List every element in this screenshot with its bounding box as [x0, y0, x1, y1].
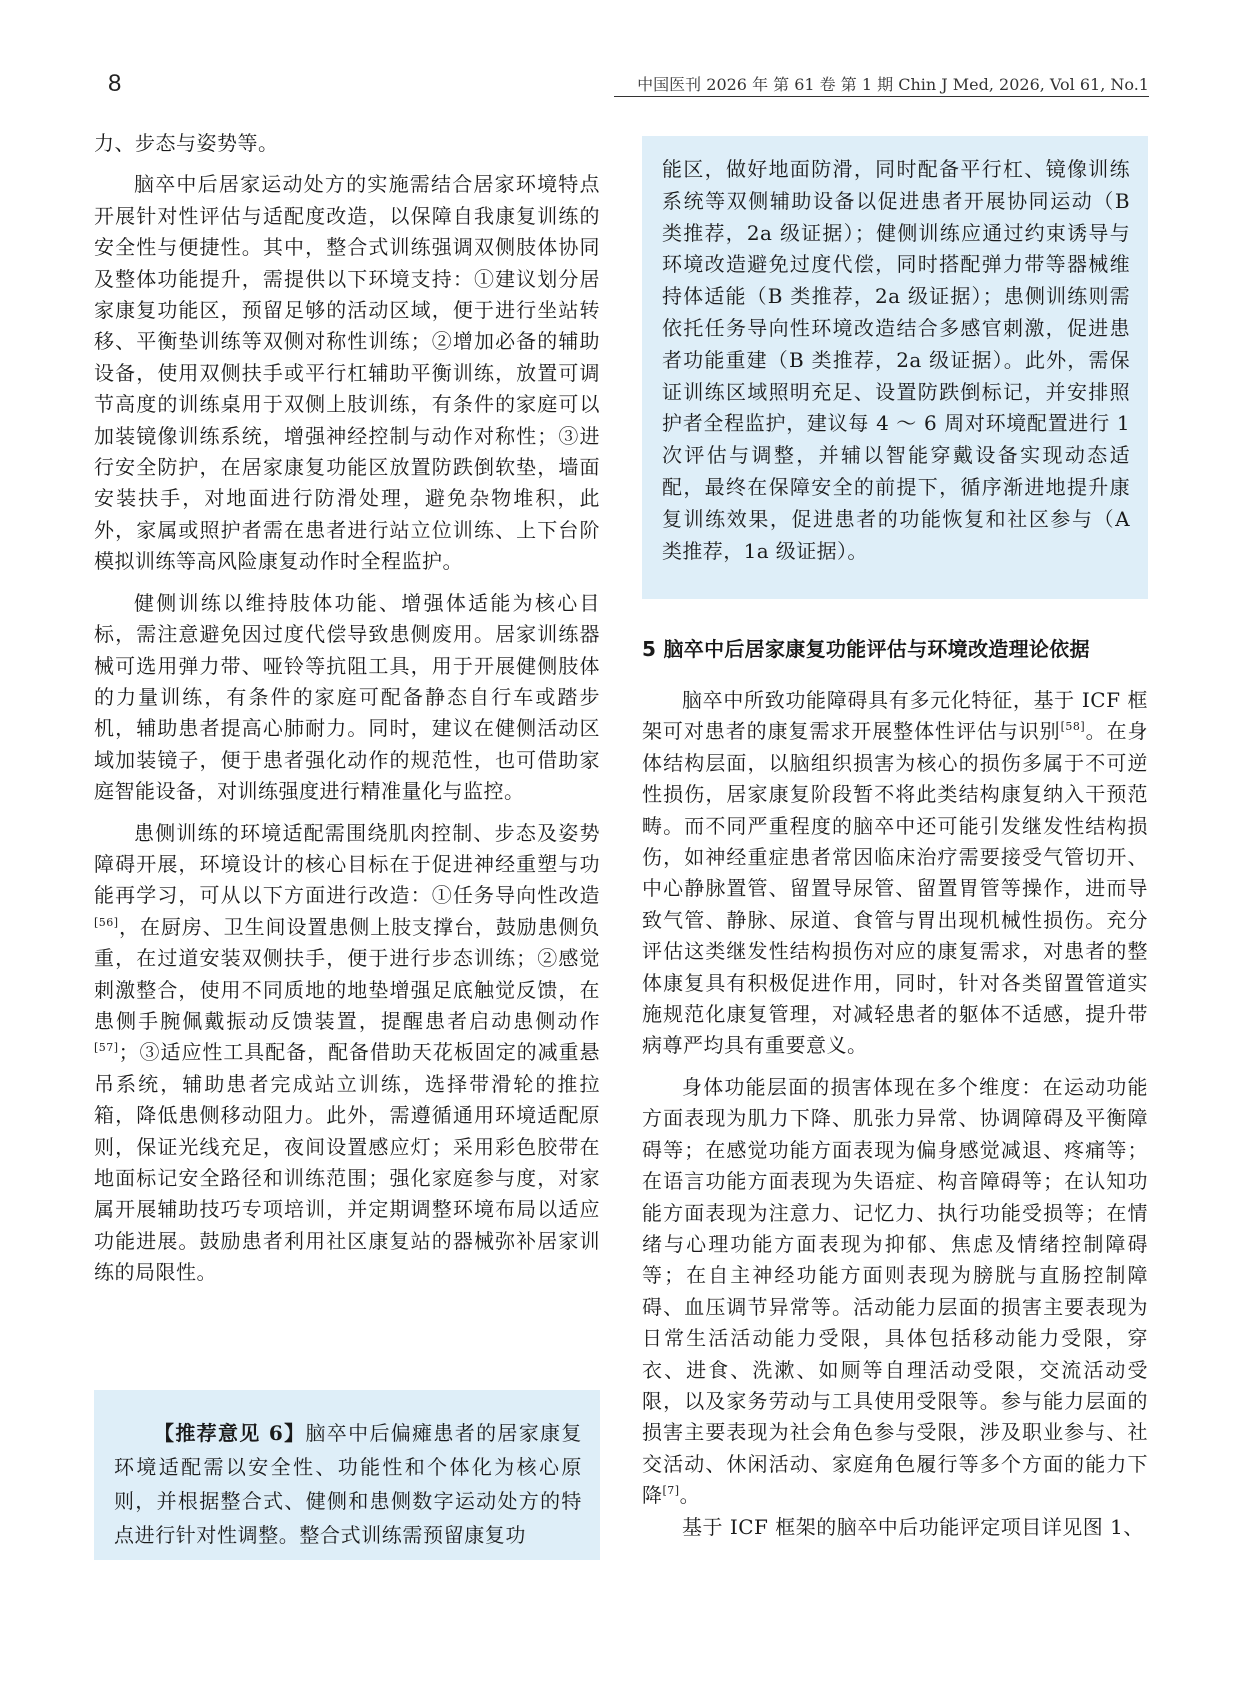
- recommendation-text-left: [114, 1416, 582, 1552]
- section-5-paragraph-1: [642, 685, 1148, 1062]
- left-paragraph-0: 力、步态与姿势等。: [94, 131, 279, 155]
- citation-56: [56]: [94, 915, 119, 929]
- left-column: [94, 128, 600, 1289]
- citation-57: [57]: [94, 1041, 119, 1055]
- left-paragraph-2: 健侧训练以维持肢体功能、增强体适能为核心目标，需注意避免因过度代偿导致患侧废用。居家训练器械可选用弹力带、哑铃等抗阻工具，用于开展健侧肢体的力量训练，有条件的家庭可配备静态自行车或踏步机，辅助患者提高心肺耐力。同时，建议在健侧活动区域加装镜子，便于患者强化动作的规范性，也可借助家庭智能设备，对训练强度进行精准量化与监控。: [94, 590, 600, 804]
- citation-58: [58]: [1060, 720, 1086, 734]
- recommendation-body-left: 脑卒中后偏瘫患者的居家康复环境适配需以安全性、功能性和个体化为核心原则，并根据整合式、健侧和患侧数字运动处方的特点进行针对性调整。整合式训练需预留康复功: [114, 1421, 582, 1547]
- recommendation-label: 【推荐意见 6】: [154, 1421, 306, 1445]
- section-5-paragraph-2: [642, 1072, 1148, 1512]
- section-5-paragraph-1-text-b: 。在身体结构层面，以脑组织损害为核心的损伤多属于不可逆性损伤，居家康复阶段暂不将此类结构康复纳入干预范畴。而不同严重程度的脑卒中还可能引发继发性结构损伤，如神经重症患者常因临床治疗需要接受气管切开、中心静脉置管、留置导尿管、留置胃管等操作，进而导致气管、静脉、尿道、食管与胃出现机械性损伤。充分评估这类继发性结构损伤对应的康复需求，对患者的整体康复具有积极促进作用，同时，针对各类留置管道实施规范化康复管理，对减轻患者的躯体不适感，提升带病尊严均具有重要意义。: [642, 719, 1149, 1058]
- left-paragraph-3-text-a: 患侧训练的环境适配需围绕肌肉控制、步态及姿势障碍开展，环境设计的核心目标在于促进神经重塑与功能再学习，可从以下方面进行改造：①任务导向性改造: [94, 820, 600, 908]
- section-5-paragraph-3: 基于 ICF 框架的脑卒中后功能评定项目详见图 1、: [682, 1514, 1144, 1539]
- recommendation-body-right: 能区，做好地面防滑，同时配备平行杠、镜像训练系统等双侧辅助设备以促进患者开展协同运动（B 类推荐，2a 级证据）；健侧训练应通过约束诱导与环境改造避免过度代偿，同时搭配弹力带等器械维持体适能（B 类推荐，2a 级证据）；患侧训练则需依托任务导向性环境改造结合多感官刺激，促进患者功能重建（B 类推荐，2a 级证据）。此外，需保证训练区域照明充足、设置防跌倒标记，并安排照护者全程监护，建议每 4 ～ 6 周对环境配置进行 1 次评估与调整，并辅以智能穿戴设备实现动态适配，最终在保障安全的前提下，循序渐进地提升康复训练效果，促进患者的功能恢复和社区参与（A 类推荐，1a 级证据）。: [662, 157, 1130, 563]
- recommendation-box-left: [94, 1390, 600, 1560]
- page-number: 8: [108, 70, 122, 97]
- running-head: 中国医刊 2026 年 第 61 卷 第 1 期 Chin J Med, 2026, Vol 61, No.1: [637, 75, 1149, 94]
- section-5-paragraph-2-text-b: 。: [679, 1483, 701, 1508]
- section-5-title: 5 脑卒中后居家康复功能评估与环境改造理论依据: [642, 637, 1090, 661]
- right-column-text: [642, 685, 1148, 1543]
- left-paragraph-3-text-b: ，在厨房、卫生间设置患侧上肢支撑台，鼓励患侧负重，在过道安装双侧扶手，便于进行步态训练；②感觉刺激整合，使用不同质地的地垫增强足底触觉反馈，在患侧手腕佩戴振动反馈装置，提醒患者启动患侧动作: [94, 914, 600, 1033]
- citation-7: [7]: [662, 1484, 680, 1498]
- section-5-paragraph-1-text-a: 脑卒中所致功能障碍具有多元化特征，基于 ICF 框架可对患者的康复需求开展整体性评估与识别: [642, 688, 1148, 744]
- left-paragraph-3: [94, 818, 600, 1289]
- recommendation-box-right: [642, 136, 1148, 599]
- left-paragraph-1: 脑卒中后居家运动处方的实施需结合居家环境特点开展针对性评估与适配度改造，以保障自我康复训练的安全性与便捷性。其中，整合式训练强调双侧肢体协同及整体功能提升，需提供以下环境支持：①建议划分居家康复功能区，预留足够的活动区域，便于进行坐站转移、平衡垫训练等双侧对称性训练；②增加必备的辅助设备，使用双侧扶手或平行杠辅助平衡训练，放置可调节高度的训练桌用于双侧上肢训练，有条件的家庭可以加装镜像训练系统，增强神经控制与动作对称性；③进行安全防护，在居家康复功能区放置防跌倒软垫，墙面安装扶手，对地面进行防滑处理，避免杂物堆积，此外，家属或照护者需在患者进行站立位训练、上下台阶模拟训练等高风险康复动作时全程监护。: [94, 172, 600, 574]
- section-5-paragraph-2-text-a: 身体功能层面的损害体现在多个维度：在运动功能方面表现为肌力下降、肌张力异常、协调障碍及平衡障碍等；在感觉功能方面表现为偏身感觉减退、疼痛等；在语言功能方面表现为失语症、构音障碍等；在认知功能方面表现为注意力、记忆力、执行功能受损等；在情绪与心理功能方面表现为抑郁、焦虑及情绪控制障碍等；在自主神经功能方面则表现为膀胱与直肠控制障碍、血压调节异常等。活动能力层面的损害主要表现为日常生活活动能力受限，具体包括移动能力受限，穿衣、进食、洗漱、如厕等自理活动受限，交流活动受限，以及家务劳动与工具使用受限等。参与能力层面的损害主要表现为社会角色参与受限，涉及职业参与、社交活动、休闲活动、家庭角色履行等多个方面的能力下降: [642, 1074, 1148, 1508]
- left-paragraph-3-text-c: ；③适应性工具配备，配备借助天花板固定的减重悬吊系统，辅助患者完成站立训练，选择带滑轮的推拉箱，降低患侧移动阻力。此外，需遵循通用环境适配原则，保证光线充足，夜间设置感应灯；采用彩色胶带在地面标记安全路径和训练范围；强化家庭参与度，对家属开展辅助技巧专项培训，并定期调整环境布局以适应功能进展。鼓励患者利用社区康复站的器械弥补居家训练的局限性。: [94, 1040, 600, 1285]
- header-rule: [614, 96, 1149, 97]
